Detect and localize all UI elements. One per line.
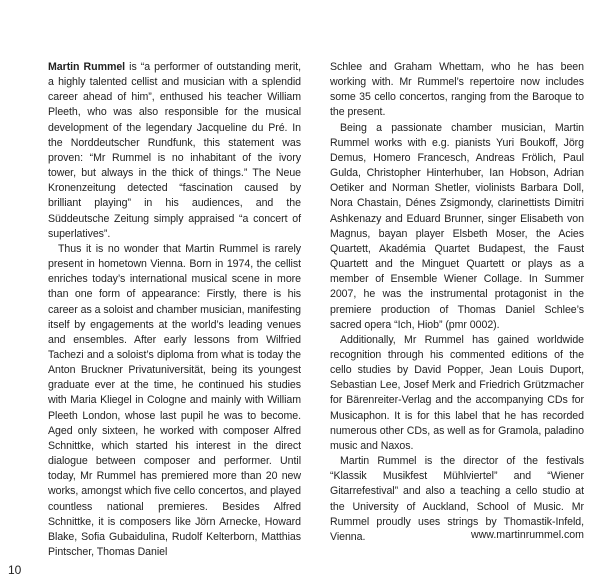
right-paragraph-2: Being a passionate chamber musician, Martin Rummel works with e.g. pianists Yuri Boukoff, Jörg Demus, Homero Francesch, Andreas Frölich, Paul Gulda, Christopher Hinterhuber, Ian Hobson, Adrian Oetiker and Norman Shetler, violinists Barbara Doll, Nora Chastain, Dénes Zsigmondy, clarinettists Dimitri Ashkenazy and Eduard Brunner, singer Elisabeth von Magnus, bayan player Elsbeth Moser, the Acies Quartett, Akadémia Quartet Budapest, the Faust Quartett and the Minguet Quartett or plays as a member of Ensemble Wiener Collage. In Summer 2007, he was the instrumental protagonist in the premiere production of Thomas Daniel Schlee’s sacred opera “Ich, Hiob” (pmr 0002).	[330, 121, 584, 331]
left-text-column	[48, 60, 301, 560]
right-paragraph-3: Additionally, Mr Rummel has gained worldwide recognition through his commented editions of the cello studies by David Popper, Jean Louis Duport, Sebastian Lee, Josef Merk and Friedrich Grützmacher for Bärenreiter-Verlag and the accompanying CDs for Musicaphon. It is for this label that he has recorded numerous other CDs, as well as for Gramola, paladino music and Naxos.	[330, 333, 584, 452]
left-paragraph-1	[48, 60, 301, 242]
left-paragraph-1-text: is “a performer of outstanding merit, a highly talented cellist and musician with a splendid career ahead of him”, enthused his teacher William Pleeth, who was also responsible for the musical development of the legendary Jacqueline du Pré. In the Norddeutscher Rundfunk, this statement was proven: “Mr Rummel is no inhabitant of the ivory tower, but always in the thick of things.” The Neue Kronenzeitung detected “fascination caused by brilliant playing” in his audiences, and the Süddeutsche Zeitung simply appraised “a concert of superlatives”.	[48, 61, 301, 240]
right-paragraph-1: Schlee and Graham Whettam, who he has been working with. Mr Rummel’s repertoire now includes some 35 cello concertos, ranging from the Baroque to the present.	[330, 61, 584, 119]
left-paragraph-2: Thus it is no wonder that Martin Rummel is rarely present in hometown Vienna. Born in 1974, the cellist enriches today’s international musical scene in more than one form of appearance: Firstly, there is his career as a soloist and chamber musician, manifesting itself by engagements at the world’s leading venues and ensembles. After early lessons from Wilfried Tachezi and a soloist’s diploma from what is today the Anton Bruckner Privatuniversität, being its youngest graduate ever at the time, he continued his studies with Maria Kliegel in Cologne and mainly with William Pleeth London, whose last pupil he was to become. Aged only sixteen, he worked with composer Alfred Schnittke, which started his interest in the direct dialogue between composer and performer. Until today, Mr Rummel has premiered more than 20 new works, amongst which five cello concertos, and played countless national premieres. Besides Alfred Schnittke, it is composers like Jörn Arnecke, Howard Blake, Sofia Gubaidulina, Rudolf Kelterborn, Matthias Pintscher, Thomas Daniel	[48, 242, 301, 558]
right-text-column	[330, 60, 584, 545]
artist-name: Martin Rummel	[48, 61, 126, 73]
right-paragraph-4: Martin Rummel is the director of the festivals “Klassik Musikfest Mühlviertel” and “Wiener Gitarrefestival” and also a teaching a cello studio at the University of Auckland, School of Music. Mr Rummel proudly uses strings by Thomastik-Infeld, Vienna.	[330, 455, 584, 543]
website-url: www.martinrummel.com	[470, 529, 584, 541]
page-number: 10	[8, 563, 22, 577]
